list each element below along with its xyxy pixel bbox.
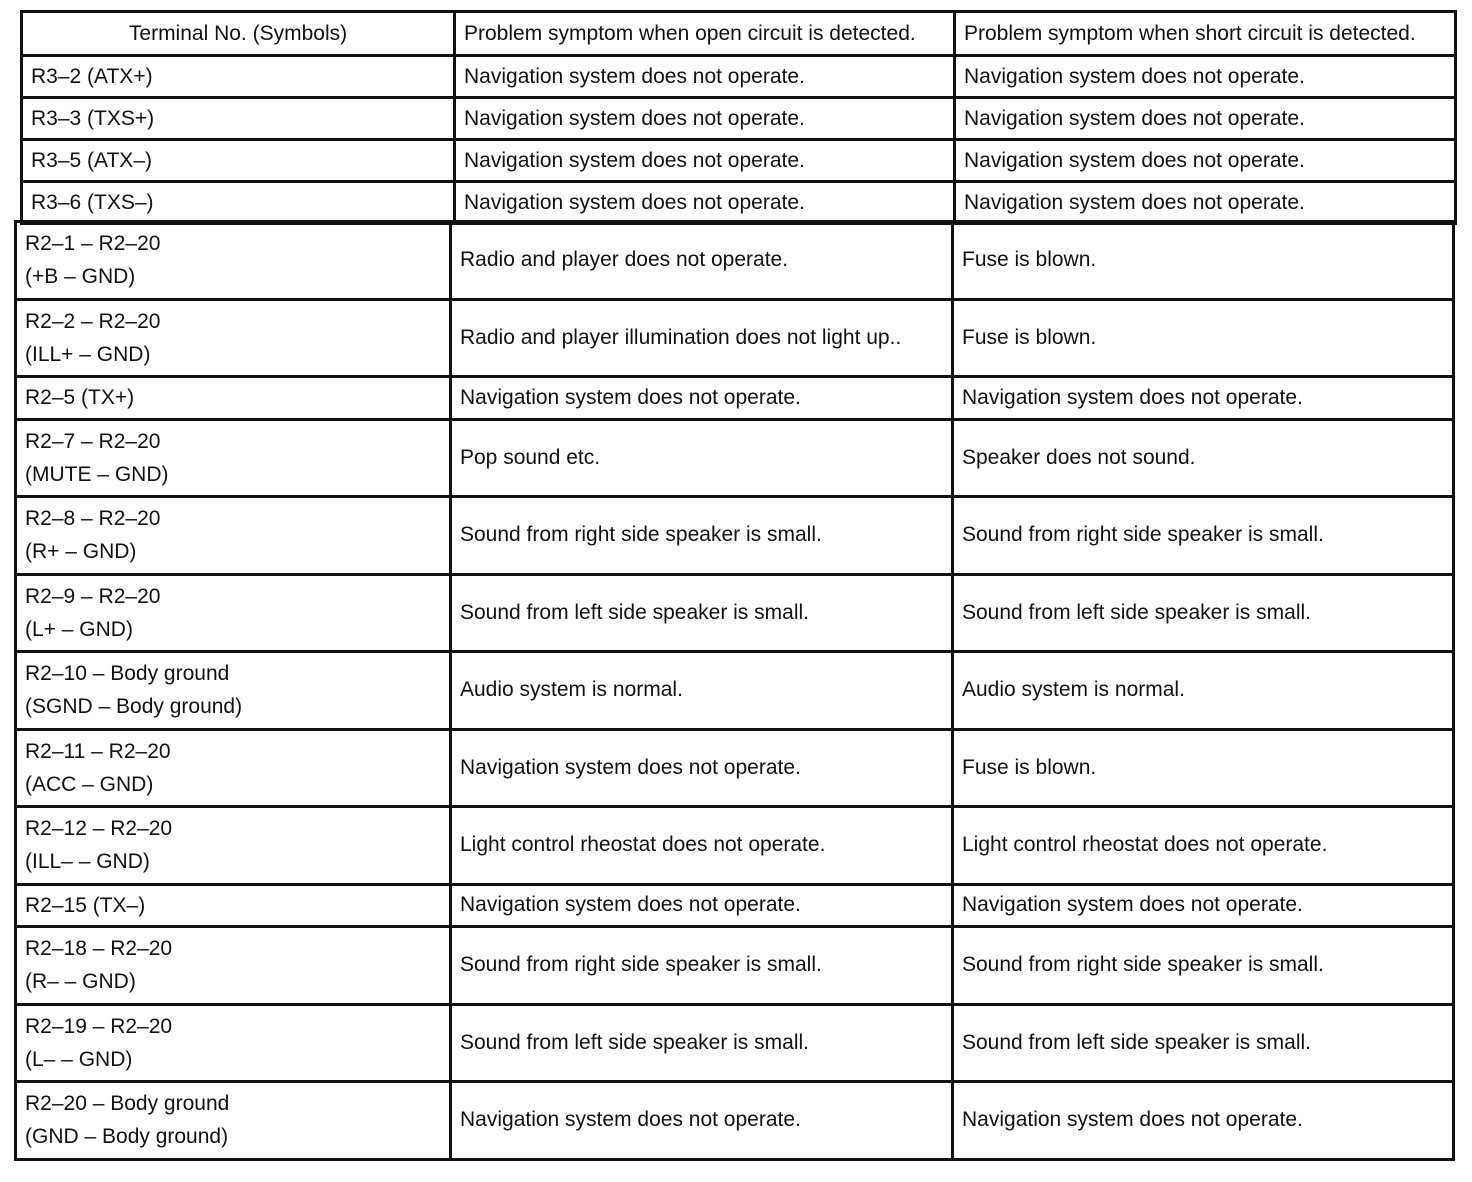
cell-open: Pop sound etc. xyxy=(451,419,953,497)
cell-short: Navigation system does not operate. xyxy=(955,98,1456,140)
cell-short: Fuse is blown. xyxy=(953,222,1454,300)
table-row xyxy=(16,497,1454,575)
cell-terminal: R2–2 – R2–20 (ILL+ – GND) xyxy=(16,299,451,377)
cell-open: Sound from left side speaker is small. xyxy=(451,574,953,652)
cell-short: Light control rheostat does not operate. xyxy=(953,807,1454,885)
table-row xyxy=(16,574,1454,652)
cell-short: Navigation system does not operate. xyxy=(953,377,1454,420)
header-short: Problem symptom when short circuit is detected. xyxy=(955,12,1456,56)
table-row xyxy=(16,299,1454,377)
table-row xyxy=(16,1082,1454,1160)
cell-short: Navigation system does not operate. xyxy=(955,56,1456,98)
cell-short: Fuse is blown. xyxy=(953,299,1454,377)
table-row xyxy=(16,807,1454,885)
cell-open: Sound from left side speaker is small. xyxy=(451,1004,953,1082)
cell-terminal: R2–12 – R2–20 (ILL– – GND) xyxy=(16,807,451,885)
cell-open: Navigation system does not operate. xyxy=(451,729,953,807)
table-row xyxy=(22,140,1456,182)
cell-open: Sound from right side speaker is small. xyxy=(451,927,953,1005)
cell-open: Audio system is normal. xyxy=(451,652,953,730)
cell-open: Navigation system does not operate. xyxy=(455,56,955,98)
cell-short: Navigation system does not operate. xyxy=(955,140,1456,182)
cell-terminal: R2–11 – R2–20 (ACC – GND) xyxy=(16,729,451,807)
cell-short: Navigation system does not operate. xyxy=(953,884,1454,927)
table-row xyxy=(22,182,1456,224)
header-row xyxy=(22,12,1456,56)
cell-open: Navigation system does not operate. xyxy=(455,182,955,224)
header-open: Problem symptom when open circuit is detected. xyxy=(455,12,955,56)
cell-open: Light control rheostat does not operate. xyxy=(451,807,953,885)
cell-open: Navigation system does not operate. xyxy=(451,884,953,927)
cell-terminal: R3–2 (ATX+) xyxy=(22,56,455,98)
cell-terminal: R2–20 – Body ground (GND – Body ground) xyxy=(16,1082,451,1160)
cell-terminal: R2–18 – R2–20 (R– – GND) xyxy=(16,927,451,1005)
table-row xyxy=(16,222,1454,300)
cell-open: Radio and player does not operate. xyxy=(451,222,953,300)
cell-short: Sound from left side speaker is small. xyxy=(953,574,1454,652)
cell-terminal: R2–10 – Body ground (SGND – Body ground) xyxy=(16,652,451,730)
cell-terminal: R2–7 – R2–20 (MUTE – GND) xyxy=(16,419,451,497)
cell-terminal: R3–6 (TXS–) xyxy=(22,182,455,224)
table-row xyxy=(16,1004,1454,1082)
cell-terminal: R2–9 – R2–20 (L+ – GND) xyxy=(16,574,451,652)
cell-terminal: R3–3 (TXS+) xyxy=(22,98,455,140)
table-row xyxy=(16,377,1454,420)
cell-open: Sound from right side speaker is small. xyxy=(451,497,953,575)
cell-short: Audio system is normal. xyxy=(953,652,1454,730)
cell-terminal: R3–5 (ATX–) xyxy=(22,140,455,182)
terminal-table-main xyxy=(14,220,1455,1161)
table-row xyxy=(16,419,1454,497)
cell-short: Fuse is blown. xyxy=(953,729,1454,807)
cell-short: Sound from right side speaker is small. xyxy=(953,497,1454,575)
table-row xyxy=(22,98,1456,140)
table-row xyxy=(16,729,1454,807)
cell-short: Sound from left side speaker is small. xyxy=(953,1004,1454,1082)
cell-open: Navigation system does not operate. xyxy=(455,98,955,140)
terminal-table-top xyxy=(20,10,1457,225)
cell-open: Navigation system does not operate. xyxy=(455,140,955,182)
cell-terminal: R2–5 (TX+) xyxy=(16,377,451,420)
cell-short: Speaker does not sound. xyxy=(953,419,1454,497)
table-row xyxy=(16,884,1454,927)
cell-terminal: R2–1 – R2–20 (+B – GND) xyxy=(16,222,451,300)
table-row xyxy=(16,927,1454,1005)
cell-short: Sound from right side speaker is small. xyxy=(953,927,1454,1005)
cell-short: Navigation system does not operate. xyxy=(955,182,1456,224)
cell-short: Navigation system does not operate. xyxy=(953,1082,1454,1160)
cell-open: Navigation system does not operate. xyxy=(451,1082,953,1160)
cell-terminal: R2–15 (TX–) xyxy=(16,884,451,927)
table-row xyxy=(22,56,1456,98)
cell-terminal: R2–8 – R2–20 (R+ – GND) xyxy=(16,497,451,575)
table-row xyxy=(16,652,1454,730)
cell-open: Navigation system does not operate. xyxy=(451,377,953,420)
header-terminal: Terminal No. (Symbols) xyxy=(22,12,455,56)
cell-open: Radio and player illumination does not light up.. xyxy=(451,299,953,377)
cell-terminal: R2–19 – R2–20 (L– – GND) xyxy=(16,1004,451,1082)
